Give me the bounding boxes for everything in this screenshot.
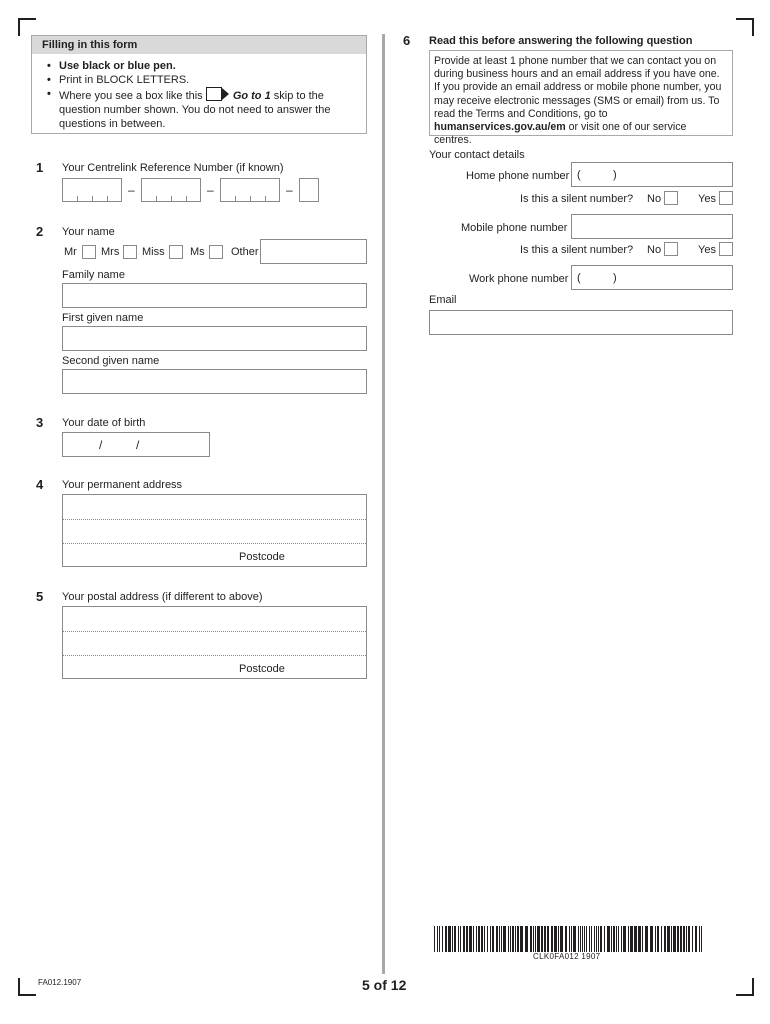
barcode-bar — [558, 926, 559, 952]
barcode-bar — [582, 926, 583, 952]
q2-label: Your name — [62, 226, 115, 238]
area-code-open: ( — [577, 272, 581, 284]
barcode-bar — [650, 926, 653, 952]
mobile-phone-field[interactable] — [571, 214, 733, 239]
barcode-bar — [466, 926, 468, 952]
barcode-bar — [584, 926, 585, 952]
q6-heading: Read this before answering the following question — [429, 35, 693, 47]
barcode-bar — [469, 926, 472, 952]
barcode-bar — [499, 926, 500, 952]
barcode-bar — [554, 926, 557, 952]
barcode-bar — [638, 926, 641, 952]
q6-number: 6 — [403, 33, 411, 48]
date-of-birth-field[interactable] — [62, 432, 210, 457]
barcode-bar — [657, 926, 659, 952]
barcode-bar — [484, 926, 485, 952]
barcode-bar — [630, 926, 633, 952]
mobile-phone-label: Mobile phone number — [461, 222, 568, 234]
barcode-bar — [445, 926, 447, 952]
family-name-field[interactable] — [62, 283, 367, 308]
crn-field-1[interactable] — [62, 178, 122, 202]
page-number: 5 of 12 — [362, 977, 407, 993]
instruction-goto: • Where you see a box like this Go to 1 skip to the question number shown. You do not need to answer the questions in between. — [44, 87, 358, 131]
instructions-list — [32, 54, 366, 131]
barcode-bar — [478, 926, 480, 952]
barcode-bar — [671, 926, 672, 952]
crn-field-2[interactable] — [141, 178, 201, 202]
barcode-bar — [701, 926, 702, 952]
dob-slash: / — [136, 438, 140, 452]
barcode-bar — [642, 926, 643, 952]
q4-number: 4 — [36, 477, 44, 492]
mobile-silent-yes-checkbox[interactable] — [719, 242, 733, 256]
postal-address-field[interactable] — [62, 606, 367, 679]
q1-number: 1 — [36, 160, 44, 175]
q5-number: 5 — [36, 589, 44, 604]
barcode — [434, 926, 704, 952]
barcode-bar — [664, 926, 666, 952]
work-phone-field[interactable] — [571, 265, 733, 290]
barcode-bar — [442, 926, 443, 952]
barcode-bar — [667, 926, 670, 952]
barcode-bar — [688, 926, 690, 952]
instruction-block-letters: • Print in BLOCK LETTERS. — [44, 73, 358, 87]
barcode-bar — [616, 926, 617, 952]
barcode-bar — [473, 926, 474, 952]
first-given-name-label: First given name — [62, 312, 144, 324]
q5-label: Your postal address (if different to above) — [62, 591, 263, 603]
area-code-open: ( — [577, 169, 581, 181]
barcode-bar — [510, 926, 511, 952]
title-other-field[interactable] — [260, 239, 367, 264]
form-code: FA012.1907 — [38, 978, 82, 987]
barcode-bar — [490, 926, 491, 952]
area-code-close: ) — [613, 272, 617, 284]
barcode-bar — [547, 926, 549, 952]
barcode-bar — [487, 926, 488, 952]
dob-slash: / — [99, 438, 103, 452]
barcode-bar — [533, 926, 534, 952]
mobile-silent-yes-label: Yes — [698, 244, 716, 256]
barcode-bar — [613, 926, 615, 952]
instruction-pen: • Use black or blue pen. — [44, 59, 358, 73]
title-ms-checkbox[interactable] — [209, 245, 223, 259]
family-name-label: Family name — [62, 269, 125, 281]
barcode-bar — [544, 926, 546, 952]
home-silent-label: Is this a silent number? — [520, 193, 634, 205]
barcode-bar — [586, 926, 587, 952]
barcode-bar — [621, 926, 622, 952]
barcode-bar — [611, 926, 612, 952]
barcode-bar — [476, 926, 477, 952]
first-given-name-field[interactable] — [62, 326, 367, 351]
title-mrs-checkbox[interactable] — [123, 245, 137, 259]
barcode-bar — [481, 926, 483, 952]
crop-mark-bottom-left — [18, 978, 36, 996]
terms-link[interactable]: humanservices.gov.au/em — [434, 121, 566, 134]
barcode-bar — [683, 926, 685, 952]
barcode-bar — [695, 926, 697, 952]
area-code-close: ) — [613, 169, 617, 181]
barcode-bar — [501, 926, 502, 952]
instructions-panel — [31, 35, 367, 134]
postal-postcode-label: Postcode — [239, 663, 285, 675]
home-silent-yes-checkbox[interactable] — [719, 191, 733, 205]
barcode-bar — [623, 926, 626, 952]
title-mr-checkbox[interactable] — [82, 245, 96, 259]
barcode-bar — [569, 926, 570, 952]
barcode-bar — [596, 926, 597, 952]
title-miss-label: Miss — [142, 246, 165, 258]
barcode-bar — [434, 926, 435, 952]
q4-label: Your permanent address — [62, 479, 183, 491]
barcode-bar — [452, 926, 453, 952]
crn-separator: – — [207, 183, 214, 197]
title-mrs-label: Mrs — [101, 246, 120, 258]
barcode-bar — [515, 926, 516, 952]
barcode-bar — [618, 926, 619, 952]
second-given-name-label: Second given name — [62, 355, 160, 367]
email-field[interactable] — [429, 310, 733, 335]
barcode-bar — [503, 926, 506, 952]
barcode-bar — [520, 926, 523, 952]
home-silent-no-checkbox[interactable] — [664, 191, 678, 205]
barcode-bar — [460, 926, 461, 952]
title-miss-checkbox[interactable] — [169, 245, 183, 259]
barcode-bar — [530, 926, 532, 952]
crop-mark-top-left — [18, 18, 36, 36]
barcode-bar — [508, 926, 509, 952]
barcode-bar — [655, 926, 656, 952]
crop-mark-bottom-right — [736, 978, 754, 996]
barcode-bar — [634, 926, 637, 952]
column-divider — [382, 34, 385, 974]
mobile-silent-label: Is this a silent number? — [520, 244, 634, 256]
barcode-bar — [551, 926, 553, 952]
barcode-bar — [560, 926, 563, 952]
barcode-bar — [512, 926, 514, 952]
barcode-bar — [686, 926, 687, 952]
barcode-bar — [661, 926, 662, 952]
title-other-label: Other — [231, 246, 259, 258]
barcode-bar — [680, 926, 682, 952]
barcode-bar — [580, 926, 581, 952]
barcode-bar — [492, 926, 494, 952]
mobile-silent-no-label: No — [647, 244, 662, 256]
barcode-bar — [571, 926, 572, 952]
barcode-bar — [673, 926, 676, 952]
barcode-bar — [699, 926, 700, 952]
barcode-bar — [458, 926, 459, 952]
barcode-bar — [607, 926, 610, 952]
title-mr-label: Mr — [64, 246, 77, 258]
home-silent-yes-label: Yes — [698, 193, 716, 205]
q3-number: 3 — [36, 415, 44, 430]
barcode-bar — [628, 926, 629, 952]
mobile-silent-no-checkbox[interactable] — [664, 242, 678, 256]
barcode-bar — [463, 926, 465, 952]
crn-field-3[interactable] — [220, 178, 280, 202]
barcode-bar — [604, 926, 605, 952]
barcode-bar — [573, 926, 576, 952]
barcode-bar — [541, 926, 543, 952]
barcode-bar — [645, 926, 648, 952]
home-silent-no-label: No — [647, 193, 662, 205]
barcode-bar — [692, 926, 693, 952]
q2-number: 2 — [36, 224, 44, 239]
work-phone-label: Work phone number — [469, 273, 569, 285]
barcode-bar — [565, 926, 567, 952]
q6-notice-box: Provide at least 1 phone number that we can contact you on during business hours and an email address if you have one. If you provide an email address or mobile phone number, you may receive electronic messages (SMS or email) from us. To read the Terms and Conditions, go to humanservices.gov.au/em or visit one of our service centres. — [429, 50, 733, 136]
barcode-bar — [448, 926, 451, 952]
q3-label: Your date of birth — [62, 417, 146, 429]
barcode-bar — [437, 926, 438, 952]
barcode-text: CLK0FA012 1907 — [533, 952, 601, 961]
goto-arrow-icon — [206, 87, 230, 101]
crn-field-4[interactable] — [299, 178, 319, 202]
barcode-bar — [578, 926, 579, 952]
barcode-bar — [677, 926, 679, 952]
barcode-bar — [598, 926, 599, 952]
barcode-bar — [454, 926, 456, 952]
permanent-postcode-label: Postcode — [239, 551, 285, 563]
contact-details-label: Your contact details — [429, 149, 525, 161]
q1-label: Your Centrelink Reference Number (if known) — [62, 162, 284, 174]
barcode-bar — [525, 926, 528, 952]
permanent-address-field[interactable] — [62, 494, 367, 567]
home-phone-field[interactable] — [571, 162, 733, 187]
title-ms-label: Ms — [190, 246, 205, 258]
barcode-bar — [535, 926, 536, 952]
crn-separator: – — [286, 183, 293, 197]
barcode-bar — [600, 926, 602, 952]
home-phone-label: Home phone number — [466, 170, 570, 182]
email-label: Email — [429, 294, 457, 306]
barcode-bar — [439, 926, 440, 952]
barcode-bar — [591, 926, 592, 952]
barcode-bar — [589, 926, 590, 952]
crop-mark-top-right — [736, 18, 754, 36]
barcode-bar — [496, 926, 498, 952]
barcode-bar — [594, 926, 595, 952]
instructions-title: Filling in this form — [32, 36, 366, 54]
second-given-name-field[interactable] — [62, 369, 367, 394]
barcode-bar — [517, 926, 519, 952]
barcode-bar — [537, 926, 540, 952]
crn-separator: – — [128, 183, 135, 197]
